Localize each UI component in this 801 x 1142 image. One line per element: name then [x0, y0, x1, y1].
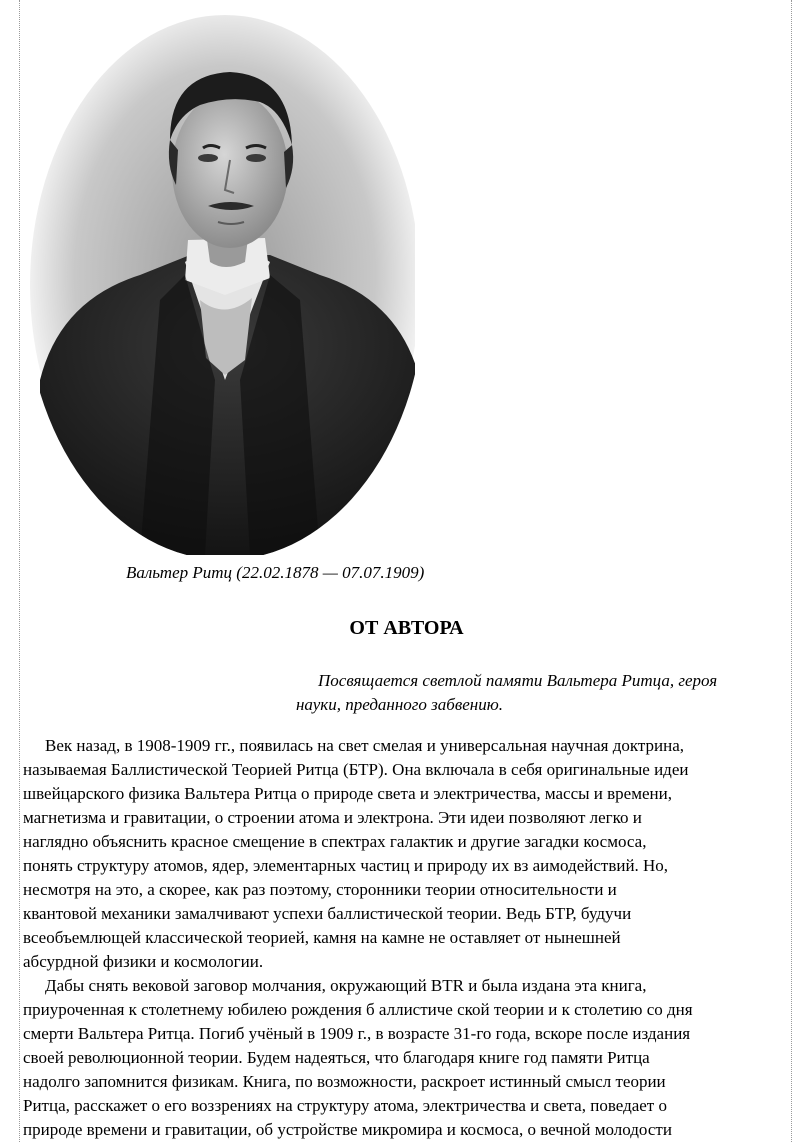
photo-caption: Вальтер Ритц (22.02.1878 — 07.07.1909) — [126, 563, 425, 582]
paragraph-line: всеобъемлющей классической теорией, камня на камне не оставляет от нынешней — [23, 928, 621, 947]
portrait-photo — [20, 0, 415, 555]
section-heading: ОТ АВТОРА — [349, 617, 464, 639]
dedication-line: Посвящается светлой памяти Вальтера Ритца, героя — [318, 671, 718, 690]
paragraph-line: приуроченная к столетнему юбилею рождения б аллистиче ской теории и к столетию со дня — [23, 1000, 693, 1019]
paragraph-line: абсурдной физики и космологии. — [23, 952, 264, 971]
paragraph-line: надолго запомнится физикам. Книга, по возможности, раскроет истинный смысл теории — [23, 1072, 666, 1091]
paragraph-line: Век назад, в 1908-1909 гг., появилась на свет смелая и универсальная научная доктрина, — [45, 736, 685, 755]
paragraph-line: Дабы снять вековой заговор молчания, окружающий BTR и была издана эта книга, — [45, 976, 647, 995]
paragraph-line: называемая Баллистической Теорией Ритца (БТР). Она включала в себя оригинальные идеи — [23, 760, 689, 779]
paragraph-line: понять структуру атомов, ядер, элементарных частиц и природу их вз аимодействий. Но, — [23, 856, 669, 875]
paragraph-line: смерти Вальтера Ритца. Погиб учёный в 1909 г., в возрасте 31-го года, вскоре после издания — [23, 1024, 691, 1043]
paragraph-line: Ритца, расскажет о его воззрениях на структуру атома, электричества и света, поведает о — [23, 1096, 667, 1115]
paragraph-line: квантовой механики замалчивают успехи баллистической теории. Ведь БТР, будучи — [23, 904, 632, 923]
paragraph-line: магнетизма и гравитации, о строении атома и электрона. Эти идеи позволяют легко и — [23, 808, 642, 827]
paragraph-line: швейцарского физика Вальтера Ритца о природе света и электричества, массы и времени, — [23, 784, 672, 803]
paragraph-line: природе времени и гравитации, об устройстве микромира и космоса, о вечной молодости — [23, 1120, 672, 1139]
paragraph-line: своей революционной теории. Будем надеяться, что благодаря книге год памяти Ритца — [23, 1048, 650, 1067]
dedication — [296, 669, 786, 717]
paragraph-line: наглядно объяснить красное смещение в спектрах галактик и другие загадки космоса, — [23, 832, 647, 851]
body-text — [23, 734, 793, 1142]
dedication-line: науки, преданного забвению. — [296, 695, 503, 714]
paragraph-line: несмотря на это, а скорее, как раз поэтому, сторонники теории относительности и — [23, 880, 617, 899]
